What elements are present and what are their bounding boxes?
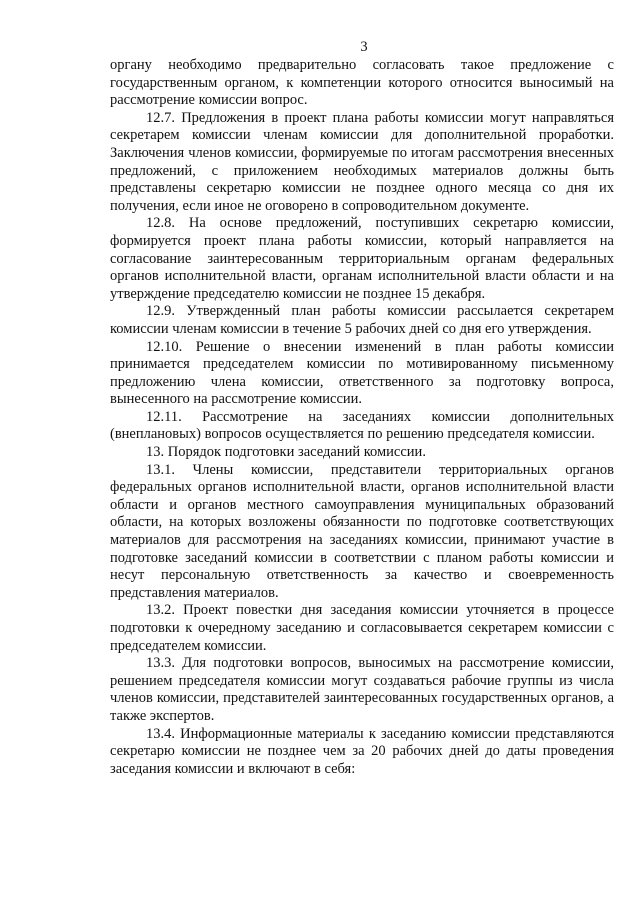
paragraph-continuation: органу необходимо предварительно согласовать такое предложение с государственным органом, к компетенции которого относится выносимый на рассмотрение комиссии вопрос. xyxy=(110,57,614,109)
paragraph-12-10: 12.10. Решение о внесении изменений в план работы комиссии принимается председателем комиссии по мотивированному письменному предложению члена комиссии, ответственного за подготовку вопроса, вынесенного на рассмотрение комиссии. xyxy=(110,338,614,408)
paragraph-13-1: 13.1. Члены комиссии, представители территориальных органов федеральных органов исполнительной власти, органов исполнительной власти области и органов местного самоуправления муниципальных образований области, на которых возложены обязанности по подготовке соответствующих материалов для рассмотрения на заседаниях комиссии, принимают участие в подготовке заседаний комиссии в соответствии с планом работы комиссии и несут персональную ответственность за качество и своевременность представления материалов. xyxy=(110,461,614,601)
section-heading-13: 13. Порядок подготовки заседаний комиссии. xyxy=(146,444,426,461)
paragraph-13-4: 13.4. Информационные материалы к заседанию комиссии представляются секретарю комиссии не позднее чем за 20 рабочих дней до даты проведения заседания комиссии и включают в себя: xyxy=(110,725,614,777)
paragraph-12-7: 12.7. Предложения в проект плана работы комиссии могут направляться секретарем комиссии членам комиссии для дополнительной проработки. Заключения членов комиссии, формируемые по итогам рассмотрения внесенных предложений, с приложением необходимых материалов должны быть представлены секретарю комиссии не позднее одного месяца со дня их получения, если иное не оговорено в сопроводительном документе. xyxy=(110,109,614,214)
paragraph-13-3: 13.3. Для подготовки вопросов, выносимых на рассмотрение комиссии, решением председателя комиссии могут создаваться рабочие группы из числа членов комиссии, представителей заинтересованных государственных органов, а также экспертов. xyxy=(110,655,614,724)
paragraph-12-8: 12.8. На основе предложений, поступивших секретарю комиссии, формируется проект плана работы комиссии, который направляется на согласование заинтересованным территориальным органам федеральных органов исполнительной власти, органам исполнительной власти области и на утверждение председателю комиссии не позднее 15 декабря. xyxy=(110,215,614,302)
paragraph-13-2: 13.2. Проект повестки дня заседания комиссии уточняется в процессе подготовки к очередному заседанию и согласовывается секретарем комиссии с председателем комиссии. xyxy=(110,602,614,654)
page-number: 3 xyxy=(360,39,368,55)
paragraph-12-11: 12.11. Рассмотрение на заседаниях комиссии дополнительных (внеплановых) вопросов осуществляется по решению председателя комиссии. xyxy=(110,408,614,443)
paragraph-12-9: 12.9. Утвержденный план работы комиссии рассылается секретарем комиссии членам комиссии в течение 5 рабочих дней со дня его утверждения. xyxy=(110,303,614,337)
